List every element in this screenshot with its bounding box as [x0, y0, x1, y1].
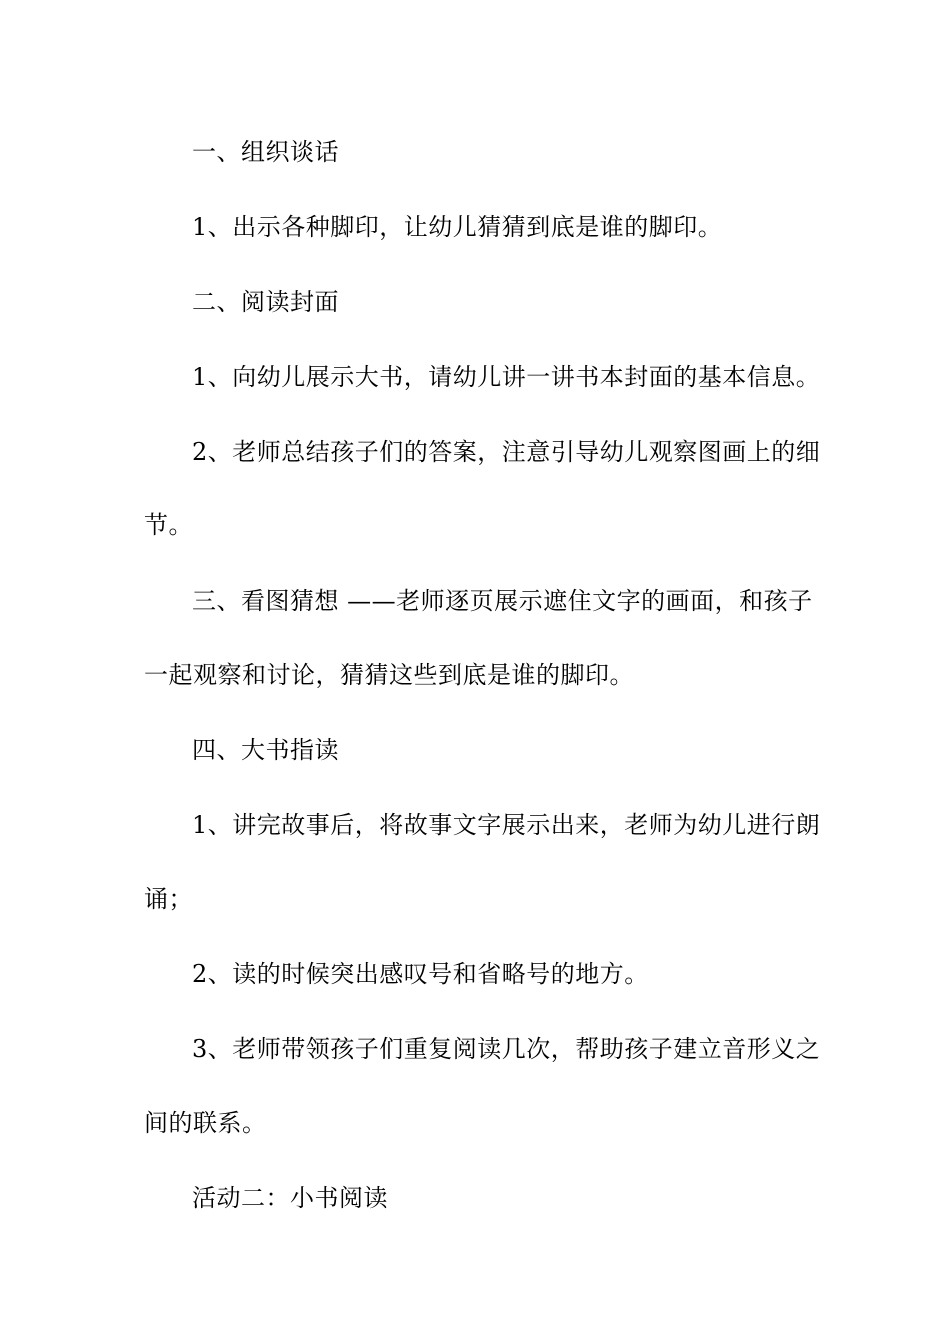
paragraph-line-continued: 诵； [144, 885, 193, 913]
paragraph-line-continued: 节。 [144, 511, 193, 539]
section-heading-4: 四、大书指读 [192, 736, 339, 764]
paragraph-line: 2、老师总结孩子们的答案，注意引导幼儿观察图画上的细 [192, 438, 821, 466]
section-heading-1: 一、组织谈话 [192, 138, 339, 166]
paragraph-line-continued: 间的联系。 [144, 1109, 267, 1137]
section-heading-3: 三、看图猜想 ——老师逐页展示遮住文字的画面，和孩子 [192, 587, 813, 615]
paragraph-line: 1、向幼儿展示大书，请幼儿讲一讲书本封面的基本信息。 [192, 363, 821, 391]
paragraph-line: 3、老师带领孩子们重复阅读几次，帮助孩子建立音形义之 [192, 1035, 821, 1063]
paragraph-line: 1、讲完故事后，将故事文字展示出来，老师为幼儿进行朗 [192, 811, 821, 839]
section-heading-2: 二、阅读封面 [192, 288, 339, 316]
paragraph-line: 1、出示各种脚印，让幼儿猜猜到底是谁的脚印。 [192, 213, 723, 241]
paragraph-line-continued: 一起观察和讨论，猜猜这些到底是谁的脚印。 [144, 661, 634, 689]
paragraph-line: 2、读的时候突出感叹号和省略号的地方。 [192, 960, 649, 988]
activity-heading: 活动二：小书阅读 [192, 1184, 388, 1212]
